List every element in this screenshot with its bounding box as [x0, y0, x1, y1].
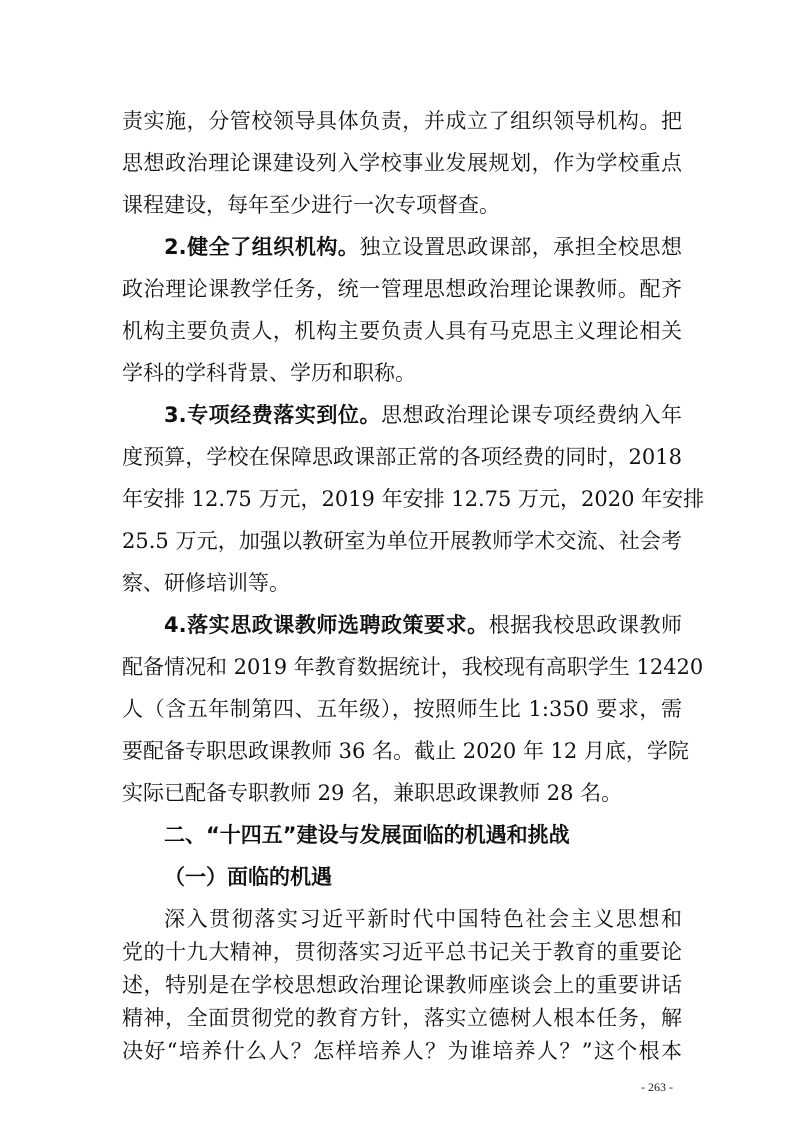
body-text: 思想政治理论课专项经费纳入年 [380, 403, 682, 427]
body-text-line: 政治理论课教学任务，统一管理思想政治理论课教师。配齐 [122, 277, 682, 301]
body-text-line: 决好“培养什么人？怎样培养人？为谁培养人？”这个根本 [122, 1039, 682, 1063]
subsection-heading: （一）面临的机遇 [164, 865, 332, 889]
section-heading: 二、“十四五”建设与发展面临的机遇和挑战 [164, 823, 570, 847]
body-text-line [164, 395, 682, 435]
body-text-line: 察、研修培训等。 [122, 571, 290, 595]
page-number: - 263 - [641, 1080, 673, 1094]
body-text-line: 度预算，学校在保障思政课部正常的各项经费的同时，2018 [122, 445, 682, 469]
body-text-line: 深入贯彻落实习近平新时代中国特色社会主义思想和 [164, 907, 682, 931]
body-text: 独立设置思政课部，承担全校思想 [359, 235, 683, 259]
body-text-line: 精神，全面贯彻党的教育方针，落实立德树人根本任务，解 [122, 1006, 682, 1030]
bold-lead-text: 3.专项经费落实到位。 [164, 403, 381, 427]
body-text-line: 党的十九大精神，贯彻落实习近平总书记关于教育的重要论 [122, 940, 682, 964]
body-text-line: 配备情况和 2019 年教育数据统计，我校现有高职学生 12420 [122, 655, 704, 679]
body-text-line [164, 227, 682, 267]
body-text-line: 机构主要负责人，机构主要负责人具有马克思主义理论相关 [122, 319, 682, 343]
body-text-line: 思想政治理论课建设列入学校事业发展规划，作为学校重点 [122, 151, 682, 175]
body-text-line: 课程建设，每年至少进行一次专项督查。 [122, 193, 500, 217]
bold-lead-text: 2.健全了组织机构。 [164, 235, 360, 259]
body-text-line: 述，特别是在学校思想政治理论课教师座谈会上的重要讲话 [122, 973, 682, 997]
body-text-line: 年安排 12.75 万元，2019 年安排 12.75 万元，2020 年安排 [122, 487, 705, 511]
body-text-line: 实际已配备专职教师 29 名，兼职思政课教师 28 名。 [122, 781, 623, 805]
body-text-line: 25.5 万元，加强以教研室为单位开展教师学术交流、社会考 [122, 529, 682, 553]
body-text-line: 学科的学科背景、学历和职称。 [122, 361, 416, 385]
body-text-line: 人（含五年制第四、五年级），按照师生比 1:350 要求，需 [122, 697, 682, 721]
body-text-line [164, 605, 682, 645]
body-text: 根据我校思政课教师 [488, 613, 683, 637]
body-text-line: 责实施，分管校领导具体负责，并成立了组织领导机构。把 [122, 109, 682, 133]
body-text-line: 要配备专职思政课教师 36 名。截止 2020 年 12 月底，学院 [122, 739, 689, 763]
bold-lead-text: 4.落实思政课教师选聘政策要求。 [164, 613, 489, 637]
